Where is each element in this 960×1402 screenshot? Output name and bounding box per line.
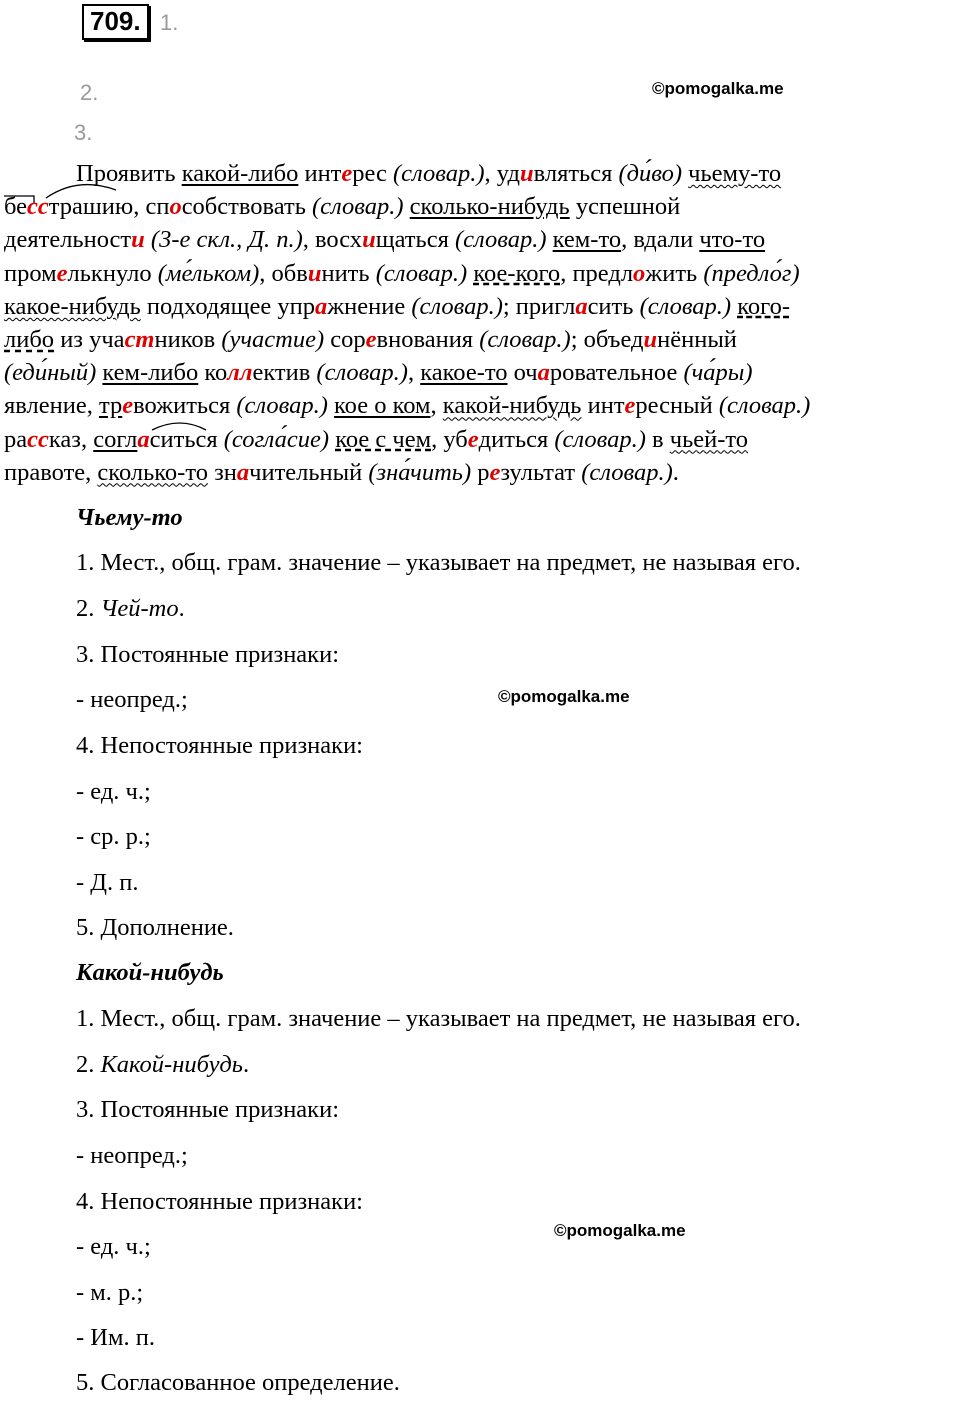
analysis-item: 3. Постоянные признаки: xyxy=(76,641,340,668)
task-label-1: 1. xyxy=(160,10,179,35)
analysis-item: 5. Согласованное определение. xyxy=(76,1369,400,1396)
text-line: либо из участников (участие) соревнования (словар.); объединённый xyxy=(4,325,737,353)
analysis-item: 2. Какой-нибудь. xyxy=(76,1051,250,1078)
analysis-item: - м. р.; xyxy=(76,1279,144,1306)
text-line: бесстрашию, способствовать (словар.) сколько-нибудь успешной xyxy=(4,193,681,221)
exercise-text xyxy=(4,157,958,489)
analysis-item: - Им. п. xyxy=(76,1324,155,1351)
text-line: какое-нибудь подходящее упражнение (словар.); пригласить (словар.) кого- xyxy=(4,292,790,320)
analysis-item: 5. Дополнение. xyxy=(76,914,234,941)
analysis-item: 2. Чей-то. xyxy=(76,595,185,622)
text-line: Проявить какой-либо интерес (словар.), удивляться (ди́во) чьему-то xyxy=(76,160,782,187)
analysis-item: - ср. р.; xyxy=(76,823,151,850)
text-line: (еди́ный) кем-либо коллектив (словар.), какое-то очаровательное (ча́ры) xyxy=(4,359,753,387)
analysis-item: 4. Непостоянные признаки: xyxy=(76,1188,363,1215)
analysis-item: - ед. ч.; xyxy=(76,1233,151,1260)
task-label-3: 3. xyxy=(74,120,93,145)
text-line: рассказ, согласиться (согла́сие) кое с чем, убедиться (словар.) в чьей-то xyxy=(4,425,749,453)
analysis-item: - неопред.; xyxy=(76,686,188,713)
text-line: деятельности (3-е скл., Д. п.), восхищаться (словар.) кем-то, вдали что-то xyxy=(4,226,766,254)
analysis-item: - неопред.; xyxy=(76,1142,188,1169)
section-title: Чьему-то xyxy=(76,504,183,531)
analysis-item: 4. Непостоянные признаки: xyxy=(76,732,363,759)
text-line: правоте, сколько-то значительный (зна́чить) результат (словар.). xyxy=(4,458,679,486)
exercise-number: 709. xyxy=(82,4,149,40)
analysis-item: 1. Мест., общ. грам. значение – указывает на предмет, не называя его. xyxy=(76,1005,801,1032)
analysis-item: - Д. п. xyxy=(76,869,139,896)
analysis-item: 3. Постоянные признаки: xyxy=(76,1096,340,1123)
watermark: ©pomogalka.me xyxy=(554,1221,686,1240)
section-title: Какой-нибудь xyxy=(76,959,224,986)
text-line: промелькнуло (ме́льком), обвинить (словар.) кое-кого, предложить (предло́г) xyxy=(4,259,800,287)
task-label-2: 2. xyxy=(80,80,99,105)
watermark: ©pomogalka.me xyxy=(498,687,630,706)
watermark: ©pomogalka.me xyxy=(652,79,784,98)
analysis-item: 1. Мест., общ. грам. значение – указывает на предмет, не называя его. xyxy=(76,549,801,576)
analysis-item: - ед. ч.; xyxy=(76,778,151,805)
text-line: явление, тревожиться (словар.) кое о ком, какой-нибудь интересный (словар.) xyxy=(4,392,811,420)
